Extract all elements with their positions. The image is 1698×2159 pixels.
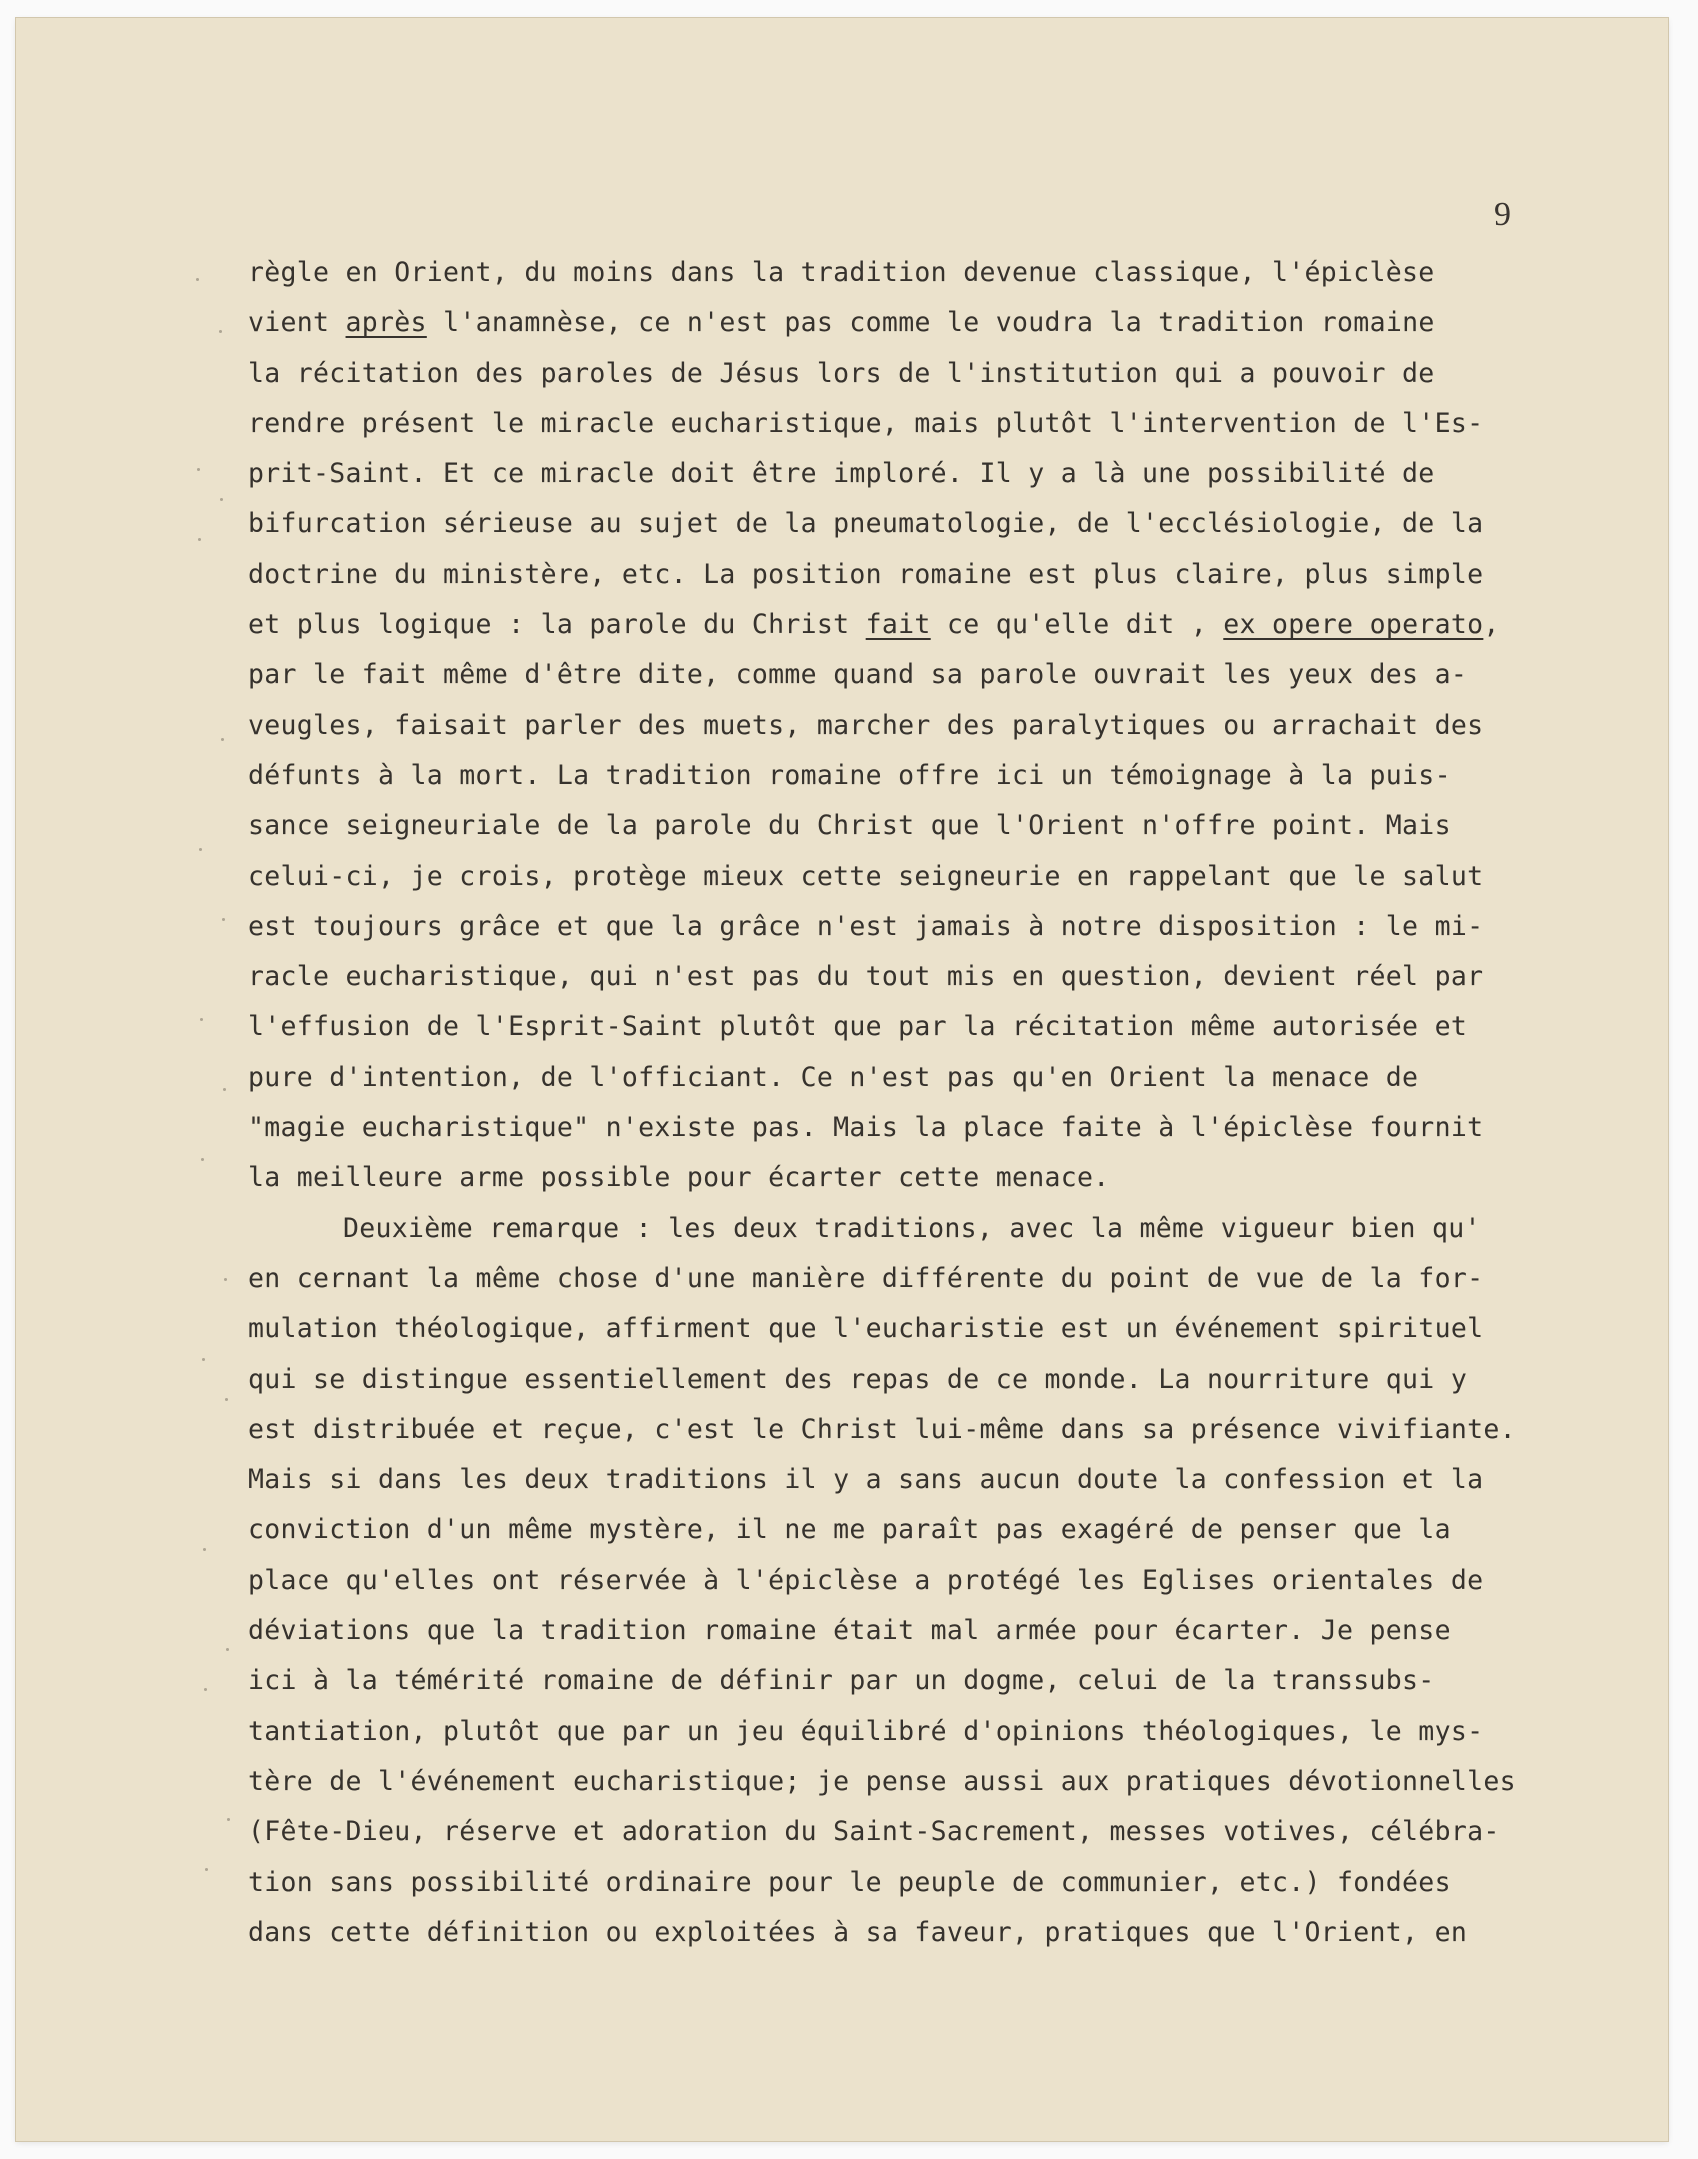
text-run: en cernant la même chose d'une manière différente du point de vue de la for- — [248, 1262, 1484, 1294]
text-line — [248, 1807, 1588, 1857]
text-line — [248, 1355, 1588, 1405]
paper-speck — [202, 1358, 205, 1361]
text-run: pure d'intention, de l'officiant. Ce n'est pas qu'en Orient la menace de — [248, 1061, 1419, 1093]
text-line — [248, 600, 1588, 650]
text-line — [248, 399, 1588, 449]
text-line — [248, 1304, 1588, 1354]
text-run: , — [1483, 609, 1500, 641]
text-line — [248, 1002, 1588, 1052]
text-run: par le fait même d'être dite, comme quand sa parole ouvrait les yeux des a- — [248, 659, 1468, 691]
text-line — [248, 1153, 1588, 1203]
text-line — [248, 1204, 1588, 1254]
text-run: Mais si dans les deux traditions il y a sans aucun doute la confession et la — [248, 1464, 1484, 1496]
text-line — [248, 952, 1588, 1002]
text-run: défunts à la mort. La tradition romaine offre ici un témoignage à la puis- — [248, 759, 1451, 791]
text-run: "magie eucharistique" n'existe pas. Mais la place faite à l'épiclèse fournit — [248, 1112, 1484, 1144]
paper-speck — [200, 1018, 203, 1021]
text-line — [248, 1858, 1588, 1908]
text-line — [248, 550, 1588, 600]
text-run: est toujours grâce et que la grâce n'est jamais à notre disposition : le mi- — [248, 910, 1484, 942]
text-run: mulation théologique, affirment que l'eucharistie est un événement spirituel — [248, 1313, 1484, 1345]
text-line — [248, 1505, 1588, 1555]
text-run: prit-Saint. Et ce miracle doit être imploré. Il y a là une possibilité de — [248, 458, 1435, 490]
text-line — [248, 449, 1588, 499]
text-run: bifurcation sérieuse au sujet de la pneumatologie, de l'ecclésiologie, de la — [248, 508, 1484, 540]
text-run: déviations que la tradition romaine était mal armée pour écarter. Je pense — [248, 1615, 1451, 1647]
text-line — [248, 1455, 1588, 1505]
text-run: conviction d'un même mystère, il ne me paraît pas exagéré de penser que la — [248, 1514, 1451, 1546]
paper-speck — [197, 468, 200, 471]
text-line — [248, 1707, 1588, 1757]
text-run: est distribuée et reçue, c'est le Christ lui-même dans sa présence vivifiante. — [248, 1413, 1516, 1445]
margin-specks — [156, 268, 246, 1968]
paper-speck — [224, 1278, 227, 1281]
text-line — [248, 1053, 1588, 1103]
text-line — [248, 1656, 1588, 1706]
text-run: tantiation, plutôt que par un jeu équilibré d'opinions théologiques, le mys- — [248, 1715, 1484, 1747]
paper-speck — [219, 330, 222, 333]
text-run: place qu'elles ont réservée à l'épiclèse a protégé les Eglises orientales de — [248, 1564, 1484, 1596]
paper-speck — [198, 538, 201, 541]
text-run: la récitation des paroles de Jésus lors de l'institution qui a pouvoir de — [248, 357, 1435, 389]
text-line — [248, 499, 1588, 549]
text-line — [248, 1556, 1588, 1606]
underlined-text: fait — [865, 609, 931, 641]
paper-speck — [223, 1088, 226, 1091]
text-run: tion sans possibilité ordinaire pour le peuple de communier, etc.) fondées — [248, 1866, 1451, 1898]
text-line — [248, 1606, 1588, 1656]
typewritten-page — [16, 18, 1668, 2141]
text-run: tère de l'événement eucharistique; je pense aussi aux pratiques dévotionnelles — [248, 1765, 1516, 1797]
text-run: rendre présent le miracle eucharistique, mais plutôt l'intervention de l'Es- — [248, 407, 1484, 439]
paper-speck — [222, 918, 225, 921]
underlined-text: ex opere operato — [1223, 609, 1484, 641]
page-number: 9 — [1494, 196, 1511, 233]
text-line — [248, 1757, 1588, 1807]
text-run: l'effusion de l'Esprit-Saint plutôt que par la récitation même autorisée et — [248, 1011, 1468, 1043]
text-run: qui se distingue essentiellement des repas de ce monde. La nourriture qui y — [248, 1363, 1468, 1395]
text-run: la meilleure arme possible pour écarter cette menace. — [248, 1162, 1110, 1194]
text-run: Deuxième remarque : les deux traditions, avec la même vigueur bien qu' — [343, 1212, 1481, 1244]
paper-speck — [196, 278, 199, 281]
text-run: et plus logique : la parole du Christ — [248, 609, 866, 641]
paper-speck — [201, 1158, 204, 1161]
paper-speck — [227, 1818, 230, 1821]
paper-speck — [220, 498, 223, 501]
text-line — [248, 1908, 1588, 1958]
text-run: l'anamnèse, ce n'est pas comme le voudra la tradition romaine — [426, 307, 1435, 339]
text-line — [248, 1254, 1588, 1304]
text-run: sance seigneuriale de la parole du Christ que l'Orient n'offre point. Mais — [248, 810, 1451, 842]
text-line — [248, 751, 1588, 801]
text-run: (Fête-Dieu, réserve et adoration du Saint-Sacrement, messes votives, célébra- — [248, 1816, 1500, 1848]
text-line — [248, 1405, 1588, 1455]
text-run: dans cette définition ou exploitées à sa faveur, pratiques que l'Orient, en — [248, 1916, 1468, 1948]
paper-speck — [221, 738, 224, 741]
text-run: racle eucharistique, qui n'est pas du tout mis en question, devient réel par — [248, 961, 1484, 993]
paper-speck — [204, 1688, 207, 1691]
text-line — [248, 650, 1588, 700]
text-line — [248, 1103, 1588, 1153]
text-line — [248, 298, 1588, 348]
paper-speck — [205, 1868, 208, 1871]
text-run: veugles, faisait parler des muets, marcher des paralytiques ou arrachait des — [248, 709, 1484, 741]
text-run: vient — [248, 307, 346, 339]
text-line — [248, 248, 1588, 298]
text-run: ce qu'elle dit , — [930, 609, 1224, 641]
paper-speck — [225, 1398, 228, 1401]
paper-speck — [203, 1548, 206, 1551]
text-run: règle en Orient, du moins dans la tradition devenue classique, l'épiclèse — [248, 257, 1435, 288]
text-line — [248, 852, 1588, 902]
text-line — [248, 902, 1588, 952]
text-line — [248, 701, 1588, 751]
paper-speck — [226, 1648, 229, 1651]
underlined-text: après — [345, 307, 427, 339]
text-line — [248, 349, 1588, 399]
text-run: ici à la témérité romaine de définir par un dogme, celui de la transsubs- — [248, 1665, 1435, 1697]
text-run: doctrine du ministère, etc. La position romaine est plus claire, plus simple — [248, 558, 1484, 590]
typed-text-body — [248, 248, 1588, 1958]
text-line — [248, 801, 1588, 851]
text-run: celui-ci, je crois, protège mieux cette seigneurie en rappelant que le salut — [248, 860, 1484, 892]
paper-speck — [199, 848, 202, 851]
